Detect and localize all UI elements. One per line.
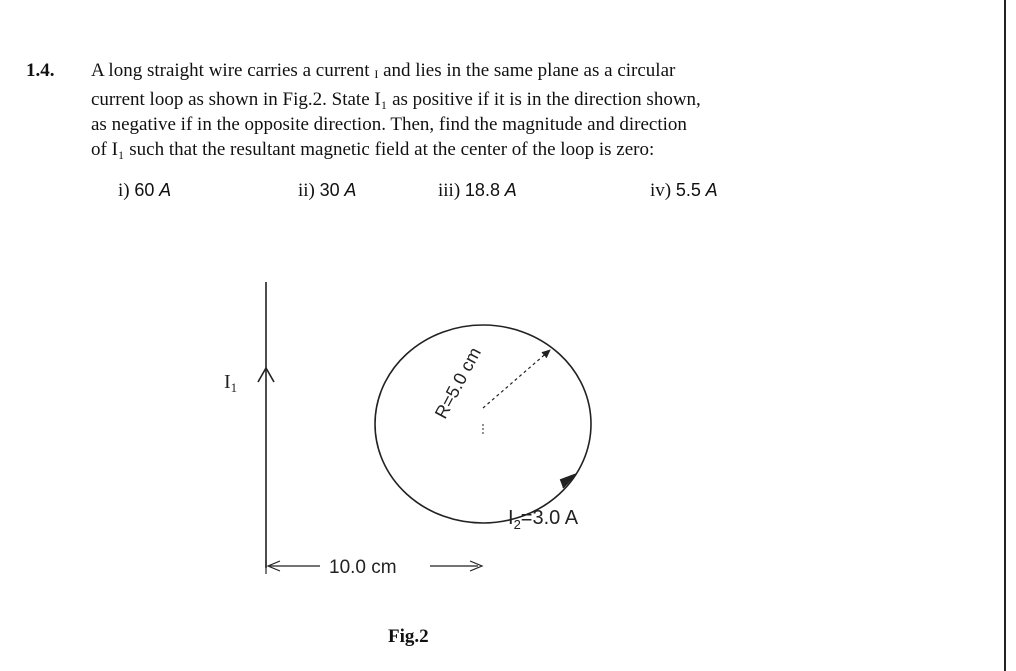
option-ii-value: 30 xyxy=(319,180,340,200)
option-iii-numeral: iii) xyxy=(438,180,461,201)
question-line-1-part-b: and lies in the same plane as a circular xyxy=(378,60,676,81)
radius-line xyxy=(483,350,550,408)
question-line-2: current loop as shown in Fig.2. State I₁ as positive if it is in the direction shown, xyxy=(91,89,701,110)
option-iv-unit: A xyxy=(705,180,718,200)
option-i-numeral: i) xyxy=(118,180,130,201)
option-ii-unit: A xyxy=(344,180,357,200)
question-line-1-part-a: A long straight wire carries a current xyxy=(91,60,375,81)
figure-caption: Fig.2 xyxy=(388,626,429,647)
option-i-value: 60 xyxy=(134,180,155,200)
option-ii-numeral: ii) xyxy=(298,180,315,201)
question-line-3: as negative if in the opposite direction. Then, find the magnitude and direction xyxy=(91,114,687,135)
loop-current-label: $I_2=3.0$ A xyxy=(508,507,579,532)
option-i-unit: A xyxy=(159,180,172,200)
option-iii-unit: A xyxy=(504,180,517,200)
option-iii-value: 18.8 xyxy=(464,180,500,200)
question-line-4: of I₁ such that the resultant magnetic field at the center of the loop is zero: xyxy=(91,139,655,160)
question-line-1-current-symbol: I xyxy=(374,67,379,81)
option-iv-value: 5.5 xyxy=(675,180,701,200)
distance-label: 10.0 cm xyxy=(329,557,397,578)
option-iv-numeral: iv) xyxy=(650,180,672,201)
wire-current-label: $I_1$ xyxy=(224,371,238,395)
question-number: 1.4. xyxy=(26,60,55,81)
radius-label: R=5.0 cm xyxy=(430,344,485,422)
